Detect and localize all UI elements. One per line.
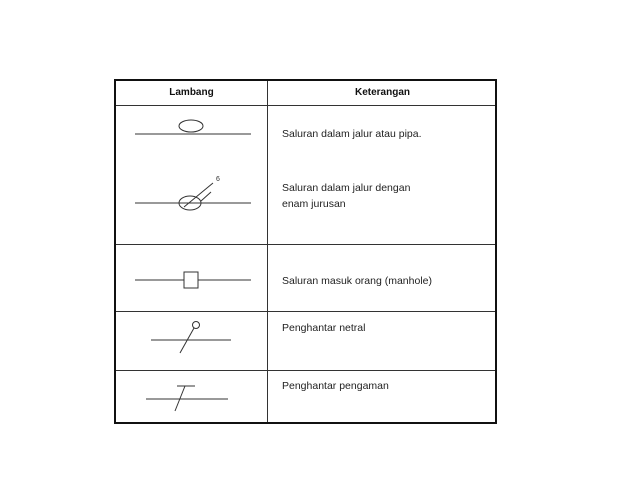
- row-divider-3: [116, 370, 495, 371]
- ellipse-on-line-icon: [135, 120, 251, 134]
- symbol-table: [114, 79, 497, 424]
- row-3-description: Saluran masuk orang (manhole): [282, 275, 432, 287]
- row-divider-1: [116, 244, 495, 245]
- row-divider-2: [116, 311, 495, 312]
- row-1-description: Saluran dalam jalur atau pipa.: [282, 128, 422, 140]
- row-2-description-line-2: enam jurusan: [282, 198, 346, 210]
- ellipse-with-arrow-icon: [135, 176, 251, 210]
- earth-conductor-icon: [146, 386, 228, 411]
- header-symbol: Lambang: [169, 87, 214, 98]
- row-5-description: Penghantar pengaman: [282, 380, 389, 392]
- header-description: Keterangan: [354, 87, 410, 98]
- row-4-description: Penghantar netral: [282, 322, 366, 334]
- row-2-description-line-1: Saluran dalam jalur dengan: [282, 182, 411, 194]
- neutral-conductor-icon: [151, 322, 231, 354]
- arrow-label: 6: [216, 176, 220, 183]
- square-on-line-icon: [135, 272, 251, 288]
